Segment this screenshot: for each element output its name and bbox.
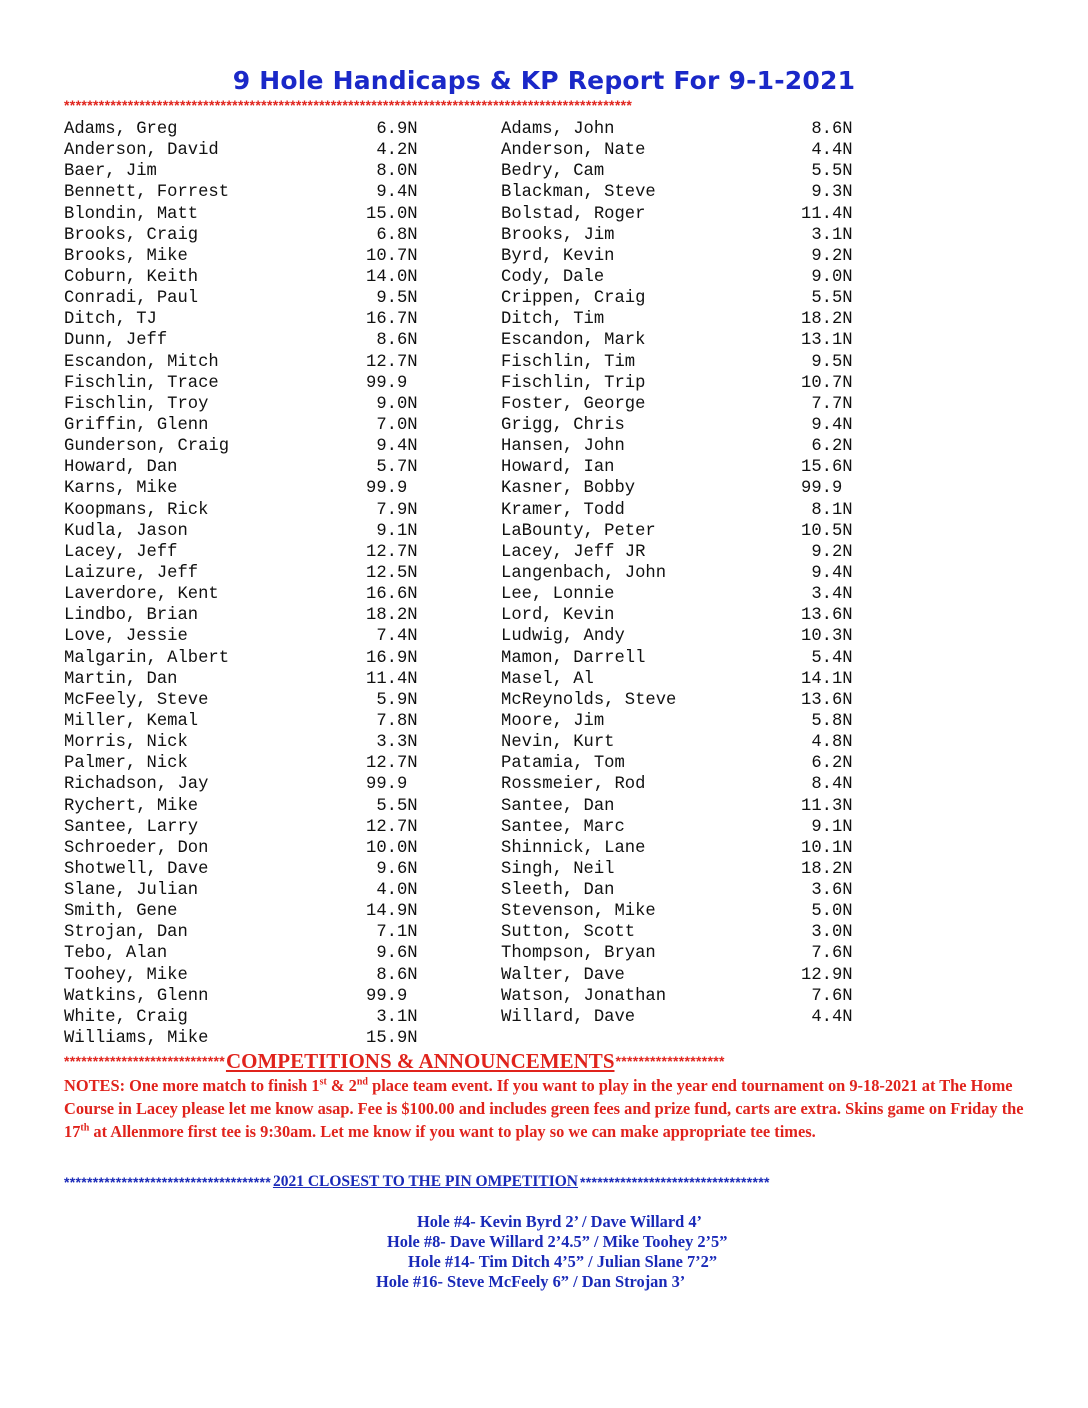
player-name: Kudla, Jason (64, 521, 188, 541)
competitions-heading-row (64, 1049, 964, 1073)
player-name: Lacey, Jeff (64, 542, 178, 562)
player-handicap: 5.5N (376, 796, 418, 816)
player-name: Dunn, Jeff (64, 331, 168, 351)
player-handicap: 9.2N (811, 542, 853, 562)
player-row (501, 246, 881, 267)
player-handicap: 3.1N (376, 1007, 418, 1027)
player-handicap: 12.7N (366, 754, 418, 774)
player-handicap: 7.6N (811, 986, 853, 1006)
player-name: Morris, Nick (64, 733, 188, 753)
player-handicap: 99.9 (366, 479, 408, 499)
player-row (501, 478, 881, 499)
player-handicap: 9.1N (376, 521, 418, 541)
player-name: Slane, Julian (64, 881, 199, 901)
player-name: Lord, Kevin (501, 606, 615, 626)
player-name: Anderson, Nate (501, 141, 646, 161)
player-name: Love, Jessie (64, 627, 188, 647)
player-name: Baer, Jim (64, 162, 157, 182)
player-handicap: 12.9N (801, 965, 853, 985)
kp-hole-4: Hole #4- Kevin Byrd 2’ / Dave Willard 4’ (417, 1212, 703, 1231)
player-row (501, 690, 881, 711)
player-name: Fischlin, Troy (64, 394, 209, 414)
player-row (501, 901, 881, 922)
player-name: Hansen, John (501, 437, 625, 457)
player-handicap: 8.6N (811, 120, 853, 139)
player-handicap: 7.9N (376, 500, 418, 520)
player-handicap: 9.2N (811, 246, 853, 266)
player-handicap: 12.7N (366, 817, 418, 837)
player-handicap: 11.4N (801, 204, 853, 224)
player-name: Adams, John (501, 120, 615, 139)
player-row (64, 542, 444, 563)
player-handicap: 7.1N (376, 923, 418, 943)
player-row (64, 859, 444, 880)
player-name: Tebo, Alan (64, 944, 168, 964)
player-row (64, 225, 444, 246)
player-row (501, 774, 881, 795)
player-row (64, 563, 444, 584)
player-name: Laizure, Jeff (64, 563, 199, 583)
player-row (501, 415, 881, 436)
notes-text: at Allenmore first tee is 9:30am. Let me know if you want to play so we can make appropriate tee times. (89, 1122, 816, 1141)
player-handicap: 99.9 (801, 479, 843, 499)
player-row (64, 648, 444, 669)
player-row (501, 626, 881, 647)
player-handicap: 9.1N (811, 817, 853, 837)
player-row (501, 394, 881, 415)
player-row (501, 373, 881, 394)
notes-paragraph (64, 1074, 1024, 1143)
player-handicap: 9.5N (376, 289, 418, 309)
player-name: Crippen, Craig (501, 289, 646, 309)
player-name: White, Craig (64, 1007, 188, 1027)
player-name: Shinnick, Lane (501, 838, 646, 858)
player-row (501, 542, 881, 563)
player-name: Rossmeier, Rod (501, 775, 646, 795)
player-row (501, 753, 881, 774)
player-name: Miller, Kemal (64, 711, 199, 731)
player-row (64, 140, 444, 161)
player-name: Foster, George (501, 394, 646, 414)
player-name: Ditch, Tim (501, 310, 605, 330)
player-row (501, 330, 881, 351)
player-name: Mamon, Darrell (501, 648, 646, 668)
player-row (501, 711, 881, 732)
player-handicap: 12.7N (366, 352, 418, 372)
player-row (64, 1007, 444, 1028)
notes-text: place team event. If you want to play in the year end tournament on 9-18-2021 at The Home Course in Lacey please let me know asap. Fee is $100.00 and includes green fees and prize fund, carts are extra. Skins game on Friday the 17 (64, 1076, 1024, 1141)
divider-stars: **************************** (64, 1053, 225, 1069)
player-handicap: 8.4N (811, 775, 853, 795)
player-name: Smith, Gene (64, 902, 178, 922)
player-name: Blondin, Matt (64, 204, 199, 224)
player-row (64, 922, 444, 943)
player-row (501, 500, 881, 521)
player-name: Adams, Greg (64, 120, 178, 139)
player-name: Sleeth, Dan (501, 881, 615, 901)
player-name: Strojan, Dan (64, 923, 188, 943)
player-name: McFeely, Steve (64, 690, 209, 710)
player-name: Bedry, Cam (501, 162, 605, 182)
player-row (501, 225, 881, 246)
player-handicap: 10.7N (801, 373, 853, 393)
player-name: Escandon, Mark (501, 331, 646, 351)
kp-hole-16: Hole #16- Steve McFeely 6” / Dan Strojan 3’ (376, 1272, 686, 1291)
player-row (64, 838, 444, 859)
player-name: Stevenson, Mike (501, 902, 656, 922)
player-row (501, 436, 881, 457)
player-handicap: 10.7N (366, 246, 418, 266)
player-name: Masel, Al (501, 669, 594, 689)
player-row (501, 965, 881, 986)
player-handicap: 18.2N (801, 310, 853, 330)
player-handicap: 4.4N (811, 141, 853, 161)
player-name: Escandon, Mitch (64, 352, 219, 372)
player-handicap: 9.0N (376, 394, 418, 414)
player-row (64, 373, 444, 394)
player-row (64, 436, 444, 457)
player-name: Conradi, Paul (64, 289, 199, 309)
player-handicap: 9.4N (811, 415, 853, 435)
player-handicap: 10.0N (366, 838, 418, 858)
player-handicap: 16.7N (366, 310, 418, 330)
player-handicap: 99.9 (366, 775, 408, 795)
player-row (64, 478, 444, 499)
player-row (501, 521, 881, 542)
player-row (64, 732, 444, 753)
player-row (64, 246, 444, 267)
divider-stars: ************************************************************************************************** (64, 98, 633, 112)
player-row (501, 457, 881, 478)
player-name: Martin, Dan (64, 669, 178, 689)
player-name: Kasner, Bobby (501, 479, 636, 499)
divider-stars: ******************* (615, 1053, 725, 1069)
player-name: Richadson, Jay (64, 775, 209, 795)
player-handicap: 4.8N (811, 733, 853, 753)
player-row (64, 161, 444, 182)
player-row (501, 119, 881, 140)
player-handicap: 4.0N (376, 881, 418, 901)
player-handicap: 7.4N (376, 627, 418, 647)
notes-text: NOTES: One more match to finish 1 (64, 1076, 320, 1095)
player-name: Howard, Ian (501, 458, 615, 478)
player-row (64, 1028, 444, 1049)
player-row (64, 669, 444, 690)
player-row (64, 796, 444, 817)
player-row (64, 267, 444, 288)
player-row (64, 204, 444, 225)
player-handicap: 9.3N (811, 183, 853, 203)
player-handicap: 5.0N (811, 902, 853, 922)
player-name: Howard, Dan (64, 458, 178, 478)
player-name: Nevin, Kurt (501, 733, 615, 753)
player-handicap: 7.0N (376, 415, 418, 435)
player-handicap: 12.7N (366, 542, 418, 562)
player-handicap: 3.1N (811, 225, 853, 245)
player-handicap: 7.6N (811, 944, 853, 964)
player-name: Koopmans, Rick (64, 500, 209, 520)
player-handicap: 9.5N (811, 352, 853, 372)
player-name: Willard, Dave (501, 1007, 636, 1027)
player-handicap: 14.9N (366, 902, 418, 922)
player-handicap: 5.7N (376, 458, 418, 478)
notes-sup: st (319, 1076, 327, 1088)
player-row (64, 500, 444, 521)
player-handicap: 5.9N (376, 690, 418, 710)
player-name: Sutton, Scott (501, 923, 636, 943)
page-title: 9 Hole Handicaps & KP Report For 9-1-2021 (232, 66, 856, 95)
player-handicap: 13.1N (801, 331, 853, 351)
player-row (501, 309, 881, 330)
player-handicap: 13.6N (801, 606, 853, 626)
player-row (64, 119, 444, 140)
kp-heading: 2021 CLOSEST TO THE PIN OMPETITION (272, 1173, 579, 1190)
player-name: Laverdore, Kent (64, 585, 219, 605)
divider-stars: ********************************* (580, 1174, 770, 1190)
player-row (64, 880, 444, 901)
player-handicap: 15.6N (801, 458, 853, 478)
player-name: Grigg, Chris (501, 415, 625, 435)
player-name: Brooks, Craig (64, 225, 199, 245)
player-handicap: 11.4N (366, 669, 418, 689)
player-handicap: 99.9 (366, 373, 408, 393)
player-name: Ditch, TJ (64, 310, 157, 330)
player-name: Fischlin, Trace (64, 373, 219, 393)
player-row (64, 584, 444, 605)
player-row (64, 394, 444, 415)
player-handicap: 13.6N (801, 690, 853, 710)
player-row (501, 1007, 881, 1028)
player-row (501, 161, 881, 182)
player-handicap: 12.5N (366, 563, 418, 583)
player-name: Lee, Lonnie (501, 585, 615, 605)
player-handicap: 6.2N (811, 754, 853, 774)
player-row (501, 732, 881, 753)
player-handicap: 14.1N (801, 669, 853, 689)
player-name: Rychert, Mike (64, 796, 199, 816)
player-name: Gunderson, Craig (64, 437, 230, 457)
player-handicap: 8.1N (811, 500, 853, 520)
player-row (64, 457, 444, 478)
player-handicap: 5.5N (811, 289, 853, 309)
player-name: Ludwig, Andy (501, 627, 625, 647)
player-handicap: 6.8N (376, 225, 418, 245)
player-handicap: 8.6N (376, 965, 418, 985)
kp-hole-14: Hole #14- Tim Ditch 4’5” / Julian Slane 7’2” (408, 1252, 718, 1271)
player-handicap: 5.5N (811, 162, 853, 182)
player-name: Fischlin, Trip (501, 373, 646, 393)
player-handicap: 10.1N (801, 838, 853, 858)
player-handicap: 9.4N (376, 437, 418, 457)
player-name: LaBounty, Peter (501, 521, 656, 541)
player-handicap: 5.8N (811, 711, 853, 731)
player-name: Langenbach, John (501, 563, 667, 583)
player-handicap: 11.3N (801, 796, 853, 816)
player-name: Blackman, Steve (501, 183, 656, 203)
player-row (64, 690, 444, 711)
player-handicap: 9.6N (376, 859, 418, 879)
player-row (501, 605, 881, 626)
divider-stars: ************************************ (64, 1174, 271, 1190)
player-handicap: 9.6N (376, 944, 418, 964)
player-row (501, 584, 881, 605)
player-handicap: 18.2N (801, 859, 853, 879)
kp-heading-row (64, 1172, 1024, 1192)
player-name: Santee, Dan (501, 796, 615, 816)
player-name: Watson, Jonathan (501, 986, 667, 1006)
handicap-column-right (501, 119, 881, 1028)
player-row (64, 309, 444, 330)
player-row (64, 753, 444, 774)
player-name: Shotwell, Dave (64, 859, 209, 879)
player-name: Brooks, Mike (64, 246, 188, 266)
player-handicap: 14.0N (366, 267, 418, 287)
kp-hole-8: Hole #8- Dave Willard 2’4.5” / Mike Toohey 2’5” (387, 1232, 728, 1251)
player-name: Brooks, Jim (501, 225, 615, 245)
handicap-column-left (64, 119, 444, 1049)
player-handicap: 4.4N (811, 1007, 853, 1027)
player-row (501, 943, 881, 964)
player-row (64, 352, 444, 373)
player-name: Cody, Dale (501, 267, 605, 287)
player-name: Patamia, Tom (501, 754, 625, 774)
player-name: Lindbo, Brian (64, 606, 199, 626)
player-row (64, 626, 444, 647)
player-handicap: 3.4N (811, 585, 853, 605)
player-handicap: 99.9 (366, 986, 408, 1006)
player-row (64, 288, 444, 309)
player-name: Santee, Larry (64, 817, 199, 837)
player-handicap: 10.5N (801, 521, 853, 541)
player-row (64, 330, 444, 351)
player-row (501, 817, 881, 838)
player-handicap: 6.9N (376, 120, 418, 139)
player-handicap: 15.0N (366, 204, 418, 224)
player-row (501, 986, 881, 1007)
player-handicap: 3.3N (376, 733, 418, 753)
player-name: Santee, Marc (501, 817, 625, 837)
player-name: Bennett, Forrest (64, 183, 230, 203)
player-name: McReynolds, Steve (501, 690, 677, 710)
player-name: Bolstad, Roger (501, 204, 646, 224)
player-row (501, 288, 881, 309)
player-row (64, 817, 444, 838)
player-name: Singh, Neil (501, 859, 615, 879)
player-row (64, 711, 444, 732)
player-row (501, 838, 881, 859)
player-row (64, 986, 444, 1007)
player-name: Thompson, Bryan (501, 944, 656, 964)
player-row (501, 267, 881, 288)
player-handicap: 16.9N (366, 648, 418, 668)
player-row (64, 965, 444, 986)
player-row (501, 922, 881, 943)
player-name: Palmer, Nick (64, 754, 188, 774)
player-handicap: 8.6N (376, 331, 418, 351)
player-handicap: 8.0N (376, 162, 418, 182)
competitions-heading: COMPETITIONS & ANNOUNCEMENTS (225, 1049, 615, 1073)
player-handicap: 18.2N (366, 606, 418, 626)
player-handicap: 6.2N (811, 437, 853, 457)
notes-text: & 2 (326, 1076, 357, 1095)
player-row (64, 901, 444, 922)
player-name: Schroeder, Don (64, 838, 209, 858)
player-handicap: 15.9N (366, 1029, 418, 1049)
player-name: Williams, Mike (64, 1029, 209, 1049)
player-name: Fischlin, Tim (501, 352, 636, 372)
player-row (501, 880, 881, 901)
player-name: Lacey, Jeff JR (501, 542, 646, 562)
player-handicap: 7.8N (376, 711, 418, 731)
player-row (501, 563, 881, 584)
player-name: Coburn, Keith (64, 267, 199, 287)
player-handicap: 3.6N (811, 881, 853, 901)
player-name: Kramer, Todd (501, 500, 625, 520)
player-name: Karns, Mike (64, 479, 178, 499)
player-handicap: 4.2N (376, 141, 418, 161)
player-row (501, 796, 881, 817)
player-name: Moore, Jim (501, 711, 605, 731)
player-handicap: 9.4N (811, 563, 853, 583)
player-row (501, 182, 881, 203)
player-row (501, 648, 881, 669)
player-name: Malgarin, Albert (64, 648, 230, 668)
player-row (64, 521, 444, 542)
player-handicap: 9.4N (376, 183, 418, 203)
player-row (501, 140, 881, 161)
player-row (64, 415, 444, 436)
player-row (64, 182, 444, 203)
player-handicap: 16.6N (366, 585, 418, 605)
player-row (501, 352, 881, 373)
notes-sup: nd (356, 1076, 368, 1088)
player-row (501, 859, 881, 880)
player-handicap: 7.7N (811, 394, 853, 414)
player-row (501, 669, 881, 690)
player-row (64, 943, 444, 964)
notes-sup: th (80, 1122, 90, 1134)
player-row (64, 774, 444, 795)
player-handicap: 5.4N (811, 648, 853, 668)
player-name: Walter, Dave (501, 965, 625, 985)
player-name: Toohey, Mike (64, 965, 188, 985)
player-name: Griffin, Glenn (64, 415, 209, 435)
player-name: Byrd, Kevin (501, 246, 615, 266)
player-row (501, 204, 881, 225)
player-handicap: 3.0N (811, 923, 853, 943)
player-handicap: 9.0N (811, 267, 853, 287)
player-handicap: 10.3N (801, 627, 853, 647)
player-row (64, 605, 444, 626)
player-name: Anderson, David (64, 141, 219, 161)
player-name: Watkins, Glenn (64, 986, 209, 1006)
